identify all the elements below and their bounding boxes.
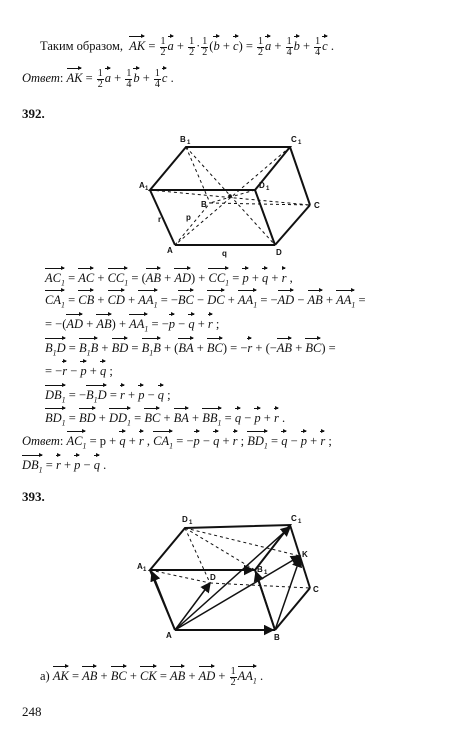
eq-392-6: $DB_1 = -B_1D = r + p - q$ ;	[45, 383, 171, 409]
label-r: r	[158, 215, 162, 224]
label-q: q	[222, 249, 227, 258]
problem-392-number: 392.	[22, 106, 45, 121]
answer-392-1: Ответ: $AC_1 = p + q + r$ , $CA_1 = -p - q + r$ ; $BD_1 = q - p + r$ ;	[22, 429, 332, 455]
label-C: C	[313, 585, 319, 594]
svg-text:1: 1	[187, 140, 191, 146]
eq-a-prefix: а)	[40, 669, 50, 683]
label-B1: B	[257, 565, 263, 574]
svg-text:1: 1	[145, 186, 149, 192]
eq-392-5: = −r − p + q ;	[45, 359, 113, 379]
label-p: p	[186, 213, 191, 222]
label-D: D	[276, 248, 282, 257]
eq-392-3: = $-(AD + AB) + AA_1 = -p - q + r$ ;	[45, 312, 219, 338]
eq-392-7: $BD_1$ = BD + $DD_1$ = BC + BA + $BB_1 = q - p + r$ .	[45, 406, 285, 432]
eq-392-2: $CA_1$ = CB + CD + $AA_1 = -BC$ − DC + $AA_1 = -AD$ − AB + $AA_1$ =	[45, 288, 366, 314]
label-A: A	[167, 246, 173, 255]
label-C: C	[314, 201, 320, 210]
page-number: 248	[22, 704, 42, 719]
svg-text:1: 1	[143, 567, 147, 573]
problem-393-number: 393.	[22, 489, 45, 504]
answer-label: Ответ	[22, 71, 60, 85]
answer-392-2: $DB_1 = r + p - q$ .	[22, 453, 106, 479]
label-A1: A	[139, 181, 145, 190]
label-K: K	[302, 550, 308, 559]
label-B: B	[201, 200, 207, 209]
intro-answer: Ответ: AK = $\frac{1}{2}$ a + $\frac{1}{4}$ b + $\frac{1}{4}$ c .	[22, 67, 174, 90]
svg-text:1: 1	[266, 186, 270, 192]
label-D1: D	[259, 181, 265, 190]
label-D1: D	[182, 515, 188, 524]
label-D: D	[210, 573, 216, 582]
label-B1: B	[180, 135, 186, 144]
answer-label: Ответ	[22, 434, 60, 448]
eq-392-1: $AC_1$ = AC + $CC_1 = (AB + AD) + CC_1 = p + q + r$ ,	[45, 266, 293, 292]
intro-equation: Таким образом, AK = $\frac{1}{2}$ a + $\frac{1}{2}$ · $\frac{1}{2}$ (b + c) = $\frac{1}{2}$ a + $\frac{1}{4}$ b + $\frac{1}{4}$ c .	[40, 35, 334, 58]
svg-text:1: 1	[264, 570, 268, 576]
svg-text:1: 1	[189, 520, 193, 526]
svg-text:1: 1	[298, 519, 302, 525]
label-C1: C	[291, 135, 297, 144]
eq-392-4: $B_1D = B_1B$ + BD = $B_1B + (BA + BC) = -r + (-AB + BC)$ =	[45, 336, 336, 362]
label-A1: A	[137, 562, 143, 571]
figure-393-parallelepiped	[0, 460, 456, 680]
figure-392-parallelepiped	[0, 0, 456, 260]
label-C1: C	[291, 514, 297, 523]
intro-prefix: Таким образом,	[40, 39, 123, 53]
svg-text:1: 1	[298, 140, 302, 146]
label-A: A	[166, 631, 172, 640]
label-B: B	[274, 633, 280, 642]
eq-393-a: а) AK = AB + BC + CK = AB + AD + $\frac{1}{2}$ $AA_1$ .	[40, 665, 264, 688]
